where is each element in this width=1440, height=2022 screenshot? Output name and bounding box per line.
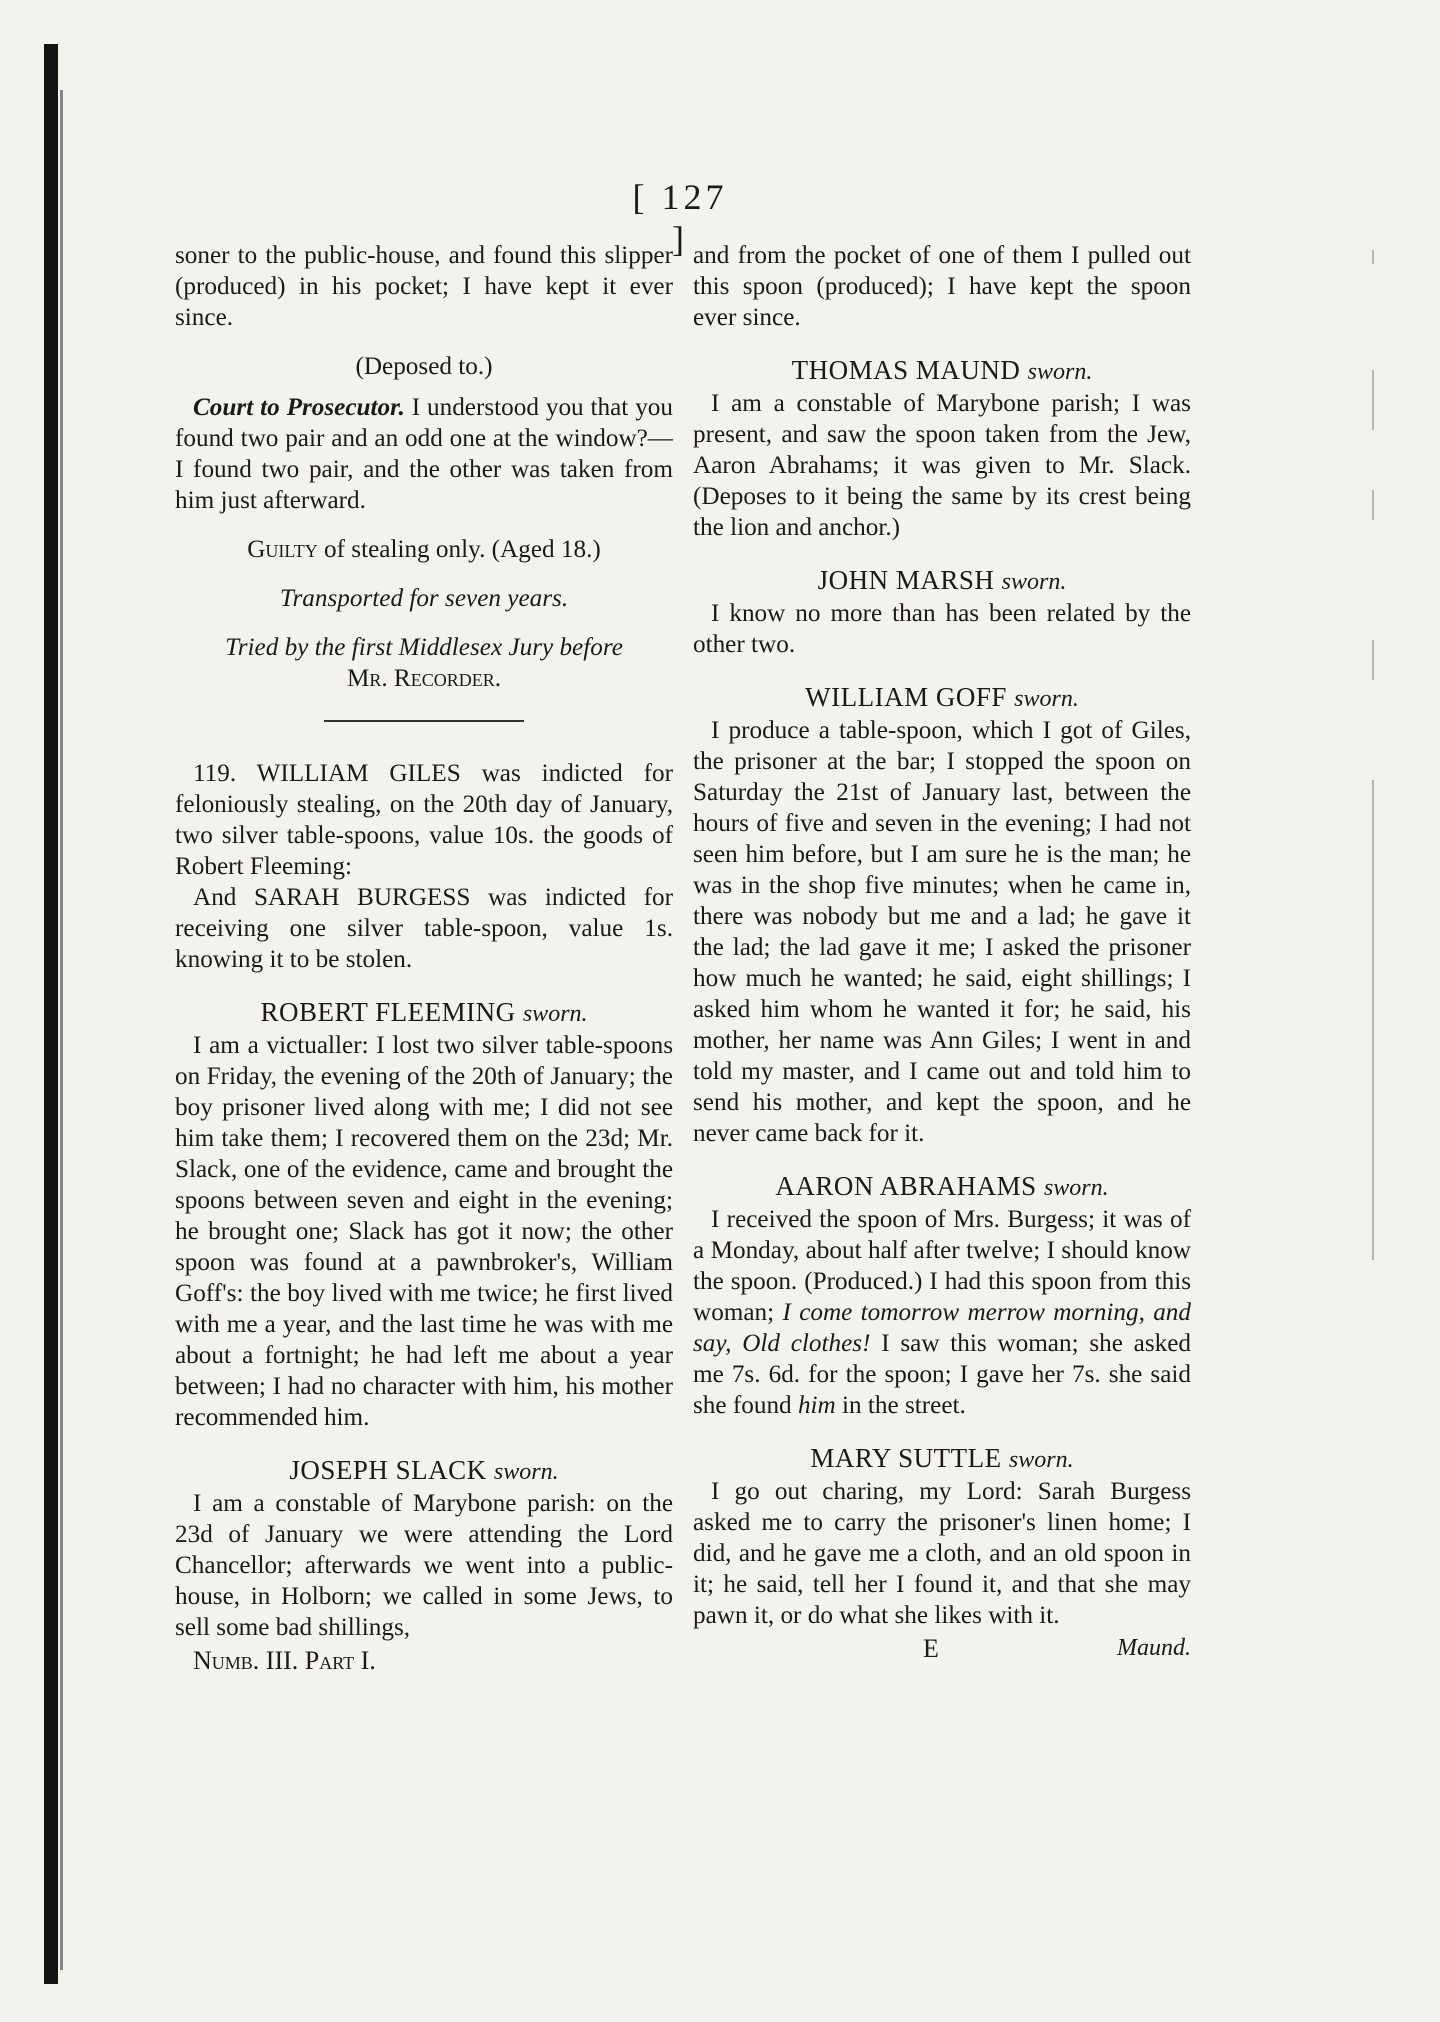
witness-heading xyxy=(693,1171,1191,1204)
witness-heading xyxy=(175,997,673,1030)
sworn-label: sworn. xyxy=(522,1001,588,1027)
testimony: I am a constable of Marybone parish: on the 23d of January we were attending the Lord Chancellor; afterwards we went into a public-house, in Holborn; we called in some Jews, to sell some bad shillings, xyxy=(175,1490,673,1641)
paragraph: and from the pocket of one of them I pulled out this spoon (produced); I have kept the spoon ever since. xyxy=(693,242,1191,331)
sworn-label: sworn. xyxy=(1027,359,1093,385)
scan-mark xyxy=(1372,250,1374,264)
verdict-lead: Guilty xyxy=(247,536,318,563)
witness-heading xyxy=(175,1455,673,1488)
sworn-label: sworn. xyxy=(1001,569,1067,595)
tried-by: Tried by the first Middlesex Jury before xyxy=(225,634,623,661)
witness-name: JOHN MARSH xyxy=(817,565,995,595)
court-question-lead: Court to Prosecutor. xyxy=(193,394,405,421)
testimony-part: I received the spoon of Mrs. Burgess; it was of a Monday, about half after twelve; I should know the spoon. (Produced.) I had this spoon from this woman; xyxy=(693,1206,1191,1326)
sworn-label: sworn. xyxy=(493,1459,559,1485)
indictment-receiving: And SARAH BURGESS was indicted for receiving one silver table-spoon, value 1s. knowing it to be stolen. xyxy=(175,884,673,973)
testimony: I am a constable of Marybone parish; I was present, and saw the spoon taken from the Jew, Aaron Abrahams; it was given to Mr. Slack. (Deposes to it being the same by its crest being the lion and anchor.) xyxy=(693,390,1191,541)
right-column xyxy=(693,240,1191,1664)
testimony: I know no more than has been related by the other two. xyxy=(693,600,1191,658)
verdict-text: of stealing only. (Aged 18.) xyxy=(317,536,601,563)
left-column xyxy=(175,240,673,1676)
footer-signature: Numb. III. Part I. xyxy=(193,1646,376,1675)
testimony: I produce a table-spoon, which I got of Giles, the prisoner at the bar; I stopped the spoon on Saturday the 21st of January last, between the hours of five and seven in the evening; I had not seen him before, but I am sure he is the man; he was in the shop five minutes; when he came in, there was nobody but me and a lad; he gave it the lad; the lad gave it me; I asked the prisoner how much he wanted; he said, eight shillings; I asked him whom he wanted it for; he said, his mother, her name was Ann Giles; I went in and told my master, and I came out and told him to send his mother, and kept the spoon, and he never came back for it. xyxy=(693,717,1191,1147)
witness-name: THOMAS MAUND xyxy=(791,355,1021,385)
testimony xyxy=(693,1204,1191,1421)
witness-name: ROBERT FLEEMING xyxy=(260,997,516,1027)
signature-mark: E xyxy=(923,1634,939,1663)
testimony-emphasis: him xyxy=(797,1392,836,1419)
paragraph: soner to the public-house, and found this slipper (produced) in his pocket; I have kept it ever since. xyxy=(175,242,673,331)
section-divider xyxy=(324,720,524,722)
court-question-text: I understood you that you found two pair and an odd one at the window?—I found two pair, and the other was taken from him just afterward. xyxy=(175,394,673,514)
testimony-part: I saw this woman; she asked me 7s. 6d. for the spoon; I gave her 7s. she said she found xyxy=(693,1330,1191,1419)
witness-heading xyxy=(693,682,1191,715)
scan-mark xyxy=(1372,640,1374,680)
witness-heading xyxy=(693,565,1191,598)
scan-mark xyxy=(1372,370,1374,430)
witness-name: WILLIAM GOFF xyxy=(805,682,1007,712)
tried-by-recorder: Mr. Recorder. xyxy=(346,665,502,692)
catchword: Maund. xyxy=(1117,1635,1191,1661)
witness-name: AARON ABRAHAMS xyxy=(775,1171,1037,1201)
witness-heading xyxy=(693,355,1191,388)
sentence: Transported for seven years. xyxy=(279,585,569,612)
court-question xyxy=(175,392,673,516)
verdict xyxy=(175,534,673,565)
sworn-label: sworn. xyxy=(1014,686,1079,712)
page-number: [ 127 ] xyxy=(632,177,728,259)
scan-mark xyxy=(1372,780,1374,1260)
testimony-quote: I come tomorrow merrow morning, and say, Old clothes! xyxy=(693,1299,1191,1357)
binding-edge xyxy=(44,44,58,1984)
testimony: I am a victualler: I lost two silver table-spoons on Friday, the evening of the 20th of January; the boy prisoner lived along with me; I did not see him take them; I recovered them on the 23d; Mr. Slack, one of the evidence, came and brought the spoons between seven and eight in the evening; he brought one; Slack has got it now; the other spoon was found at a pawnbroker's, William Goff's: the boy lived with me twice; he first lived with me a year, and the last time he was with me about a fortnight; he had left me about a year between; I had no character with him, his mother recommended him. xyxy=(175,1032,673,1431)
indictment xyxy=(175,758,673,882)
testimony: I go out charing, my Lord: Sarah Burgess asked me to carry the prisoner's linen home; I did, and he gave me a cloth, and an old spoon in it; he said, tell her I found it, and that she may pawn it, or do what she likes with it. xyxy=(693,1478,1191,1629)
sworn-label: sworn. xyxy=(1043,1175,1109,1201)
footer-row xyxy=(693,1633,1191,1664)
binding-shadow xyxy=(60,90,63,1970)
witness-heading xyxy=(693,1443,1191,1476)
witness-name: JOSEPH SLACK xyxy=(289,1455,487,1485)
scan-mark xyxy=(1372,490,1374,520)
case-text: WILLIAM GILES was indicted for feloniously stealing, on the 20th day of January, two silver table-spoons, value 10s. the goods of Robert Fleeming: xyxy=(175,760,673,880)
testimony-part: in the street. xyxy=(835,1392,966,1419)
deposed-note: (Deposed to.) xyxy=(355,353,493,380)
witness-name: MARY SUTTLE xyxy=(810,1443,1002,1473)
case-number: 119. xyxy=(193,760,237,787)
sworn-label: sworn. xyxy=(1008,1447,1074,1473)
